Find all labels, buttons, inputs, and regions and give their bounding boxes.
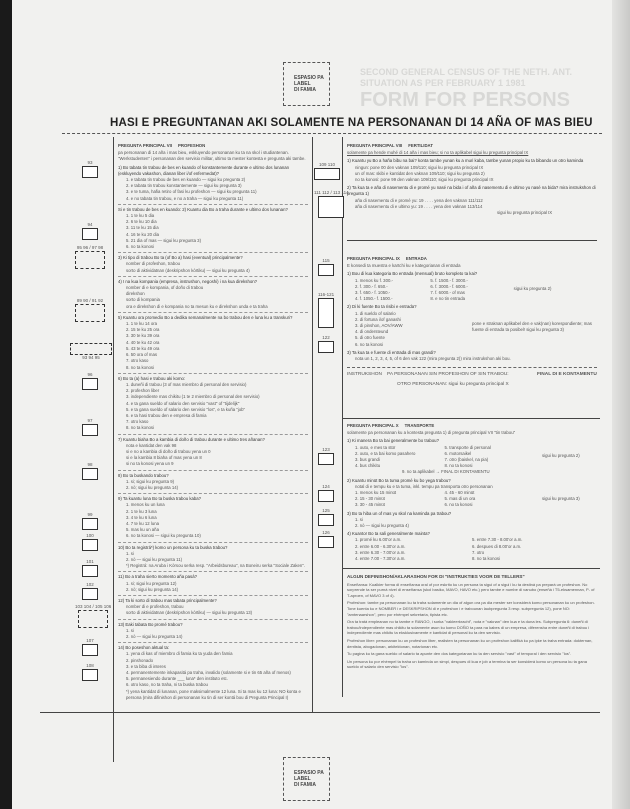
definitions-section bbox=[347, 574, 597, 709]
option: 6. no ta konosi bbox=[126, 244, 154, 250]
option: sorto di kompania bbox=[126, 297, 160, 303]
text: 1. di sueldo of salario bbox=[355, 310, 396, 316]
question: 14) Bo poseshon aktual ta: bbox=[118, 645, 170, 651]
option: 4. e ta gana sueldo of salario den servisio "vast" of "tijdelijk" bbox=[126, 400, 240, 406]
entry-box[interactable] bbox=[82, 228, 98, 240]
option: 2. nò — sigui ku pregunta 11) bbox=[126, 556, 183, 562]
option: nomber di profeshon, trabou bbox=[126, 261, 180, 267]
question-block bbox=[118, 496, 308, 542]
option: 4. 16 te ku 20 dia bbox=[126, 231, 159, 237]
code-box bbox=[318, 292, 334, 328]
option: 2. profeshon liber bbox=[126, 388, 160, 394]
entry-box[interactable] bbox=[318, 264, 334, 276]
code-box bbox=[82, 533, 98, 551]
option: 2. nò; sigui ku pregunta 14) bbox=[126, 586, 179, 592]
option: sorto di aktividatnan (deskripshon kòrtiku) — sigui ku pregunta 4) bbox=[126, 267, 250, 273]
text: 2. di fortuna i/of ganashi bbox=[355, 316, 401, 322]
option: si no ta konosi yena un 9 bbox=[126, 461, 174, 467]
code-box bbox=[82, 160, 98, 178]
option: 4. 40 te ku 42 ora bbox=[126, 339, 160, 345]
option: un of mas: skibi e kantidat den vaknan 109/110; sigui ku pregunta 2) bbox=[355, 170, 485, 176]
text: 4. f. 1050.- f. 1500.- bbox=[355, 296, 393, 302]
definition-paragraph: Profeshon liber: personanan ku un profeshon liber, realisten ta personanan ku un profeshon kalifiká ku pa ipke ta traha entrada: dokternan, dentista, abogadonan, arkitektonan, notarionan etc. bbox=[347, 637, 593, 649]
code-box bbox=[318, 508, 334, 526]
option: 2. pinshonado bbox=[126, 657, 153, 663]
option: *) Registrá: na Aruba i Kòrsou serka resp. "Arbeidsbureau", na Boneiru serka "Sociale Zaken". bbox=[126, 563, 306, 569]
right-column-rule bbox=[342, 137, 343, 697]
question: 2) Di ki fuente Bo ta risibi e entrada? bbox=[347, 304, 417, 310]
definition-paragraph: Un persona ku por ehèmpel ta traha un kaminda un simpi, despues di kua e job a termina ta ser konsiderá komo un persona ku ta gana sueldo of salario den servisio "los". bbox=[347, 658, 587, 670]
option: 2. 1 te ku 3 luna bbox=[126, 508, 157, 514]
option: 1. 1 te ku 5 dia bbox=[126, 213, 155, 219]
text: 3. f. 650.- f. 1050.- bbox=[355, 290, 391, 296]
section-heading: ALGUN DEFINISHON/AKLARASHON FOR DI "INSTRUKTIES VOOR DE TELLERS" bbox=[347, 574, 525, 579]
section-rule bbox=[347, 240, 597, 241]
question-block bbox=[118, 279, 308, 313]
option: nomber di e profeshon, trabou bbox=[126, 604, 184, 610]
text: 100 bbox=[86, 533, 94, 538]
text: 6. motorsaikel bbox=[444, 450, 472, 456]
entry-box[interactable] bbox=[82, 539, 98, 551]
code-box bbox=[70, 342, 112, 360]
options-grid bbox=[347, 278, 597, 303]
text: 4. di ondersteund bbox=[355, 329, 389, 335]
question: 3) Ta kua ta e fuente di entrada di mas grandi? bbox=[347, 349, 436, 355]
option: aña di nasementu di e promé yu: 19 . . . . yena den vaknan 111/112 bbox=[355, 197, 483, 203]
scan-black-edge bbox=[0, 0, 12, 809]
text: 8. e no tin entrada bbox=[430, 296, 465, 302]
text: 4. 45 - 60 minüt bbox=[444, 490, 475, 496]
option: 2. nò; sigui ku pregunta 14) bbox=[126, 484, 179, 490]
text: 124 bbox=[322, 484, 330, 489]
page-title: HASI E PREGUNTANAN AKI SOLAMENTE NA PERSONANAN DI 14 AÑA OF MAS BIEU bbox=[110, 117, 593, 129]
definition-paragraph: Tu pagina ku ta gana sueldo of salario ta apunte den dos kategorianan ku ta den servisio "vast" of temporal i den servisio "los". bbox=[347, 651, 572, 657]
code-box bbox=[82, 512, 98, 530]
text: 102 bbox=[86, 582, 94, 587]
text: PA PERSONANAN SIN PROFESHON OF SIN TRABOU: bbox=[387, 372, 509, 378]
text: 4. bus chikitu bbox=[355, 463, 381, 469]
code-box bbox=[82, 372, 98, 390]
code-box bbox=[318, 258, 334, 276]
section-rule bbox=[342, 568, 600, 569]
options-grid bbox=[347, 445, 597, 470]
option: 4. permanentemente inkapasitá pa traha, invalido (solamente si e tin 65 aña of menos) bbox=[126, 670, 291, 676]
option: ora e direkshon di e kompania no ta mesun ku e direkshon unda e ta traha bbox=[126, 303, 268, 309]
text: 5. entre 7.30 - 8.00'or a.m. bbox=[472, 537, 523, 543]
entry-box[interactable] bbox=[75, 304, 105, 322]
question: 3) Ki tipo di trabou Bo ta (of Bo a) hasi (eventual) principalmente? bbox=[118, 255, 243, 261]
question-block bbox=[118, 255, 308, 277]
code-box bbox=[82, 663, 98, 681]
label-text: LABEL bbox=[294, 776, 311, 782]
option: 1. si; sigui ku pregunta 9) bbox=[126, 478, 175, 484]
text: 96 bbox=[87, 372, 93, 377]
text: 95 96 / 97 98 bbox=[76, 245, 104, 250]
text: 97 bbox=[87, 418, 93, 423]
question-block bbox=[118, 622, 308, 644]
text: 125 bbox=[322, 508, 330, 513]
scan-page-shadow bbox=[612, 0, 630, 809]
option: 1. si bbox=[355, 516, 363, 522]
option: 5. 43 te ku 49 ora bbox=[126, 345, 160, 351]
text: 7. otro bbox=[472, 549, 485, 555]
options-grid bbox=[347, 490, 597, 509]
code-box bbox=[82, 462, 98, 480]
option: 1. si bbox=[126, 627, 134, 633]
text: PREGUNTA PRINCIPAL VIII bbox=[347, 143, 403, 148]
code-box bbox=[318, 447, 334, 465]
text: 7. otro (baiskel, na pia) bbox=[444, 457, 489, 463]
question: 1) Bou di kua kategoria Bo entrada (mensual) bruto kompleto ta kai? bbox=[347, 271, 478, 277]
text: 1. menos ku f. 300.- bbox=[355, 277, 393, 283]
text: 1. menos ku 15 minüt bbox=[355, 490, 397, 496]
code-box bbox=[82, 582, 98, 600]
option: 1. menos ku un luna bbox=[126, 502, 165, 508]
option: si e no a kambia di doño di trabou yena un 0 bbox=[126, 448, 211, 454]
option: 5. permanesiendo durante ___ luna* den instituto etc. bbox=[126, 676, 229, 682]
text: INSTRUKSHON bbox=[347, 372, 382, 378]
option: 1. e tabata tin trabou de bes en kuando — sigui ku pregunta 2) bbox=[126, 177, 246, 183]
text: 111 112 / 113 114 bbox=[314, 190, 349, 195]
entry-box[interactable] bbox=[82, 424, 98, 436]
option: 5. mas ku un aña bbox=[126, 527, 159, 533]
question-block bbox=[118, 574, 308, 596]
definition-paragraph: Profeshon: tambe pa personanan ku ta traha solamente un dia of algun ora pa dia mester ser konsiderá komo personanan ku un profeshon. Tone kuenta ku e NOMBER i e DESKRIPSHON di e profeshon i e trabounan laubpregunta 3 resp. subpregunta 12), pone NO: "amtenaarshon", pero por ehèmpel sekretaria, tipista etc. bbox=[347, 600, 595, 617]
section-heading bbox=[347, 423, 597, 429]
code-box bbox=[82, 638, 98, 656]
text: 99 bbox=[87, 512, 93, 517]
option: aña di nasementu di e ultimo yu: 19 . . . . yena den vaknan 113/114 bbox=[355, 203, 483, 209]
text: 5. di otro fuente bbox=[355, 335, 385, 341]
option: no ta konosi: pone 99 den vaknan 109/110; sigui ku pregunta principal IX bbox=[355, 177, 494, 183]
code-box bbox=[75, 604, 111, 628]
option: 6. 50 ora of mas bbox=[126, 352, 158, 358]
text: 122 bbox=[322, 335, 330, 340]
center-column-rule bbox=[312, 137, 313, 712]
entry-box[interactable] bbox=[318, 453, 334, 465]
option: 6. no ta konosi — sigui ku pregunta 10) bbox=[126, 533, 201, 539]
question: 4) Kuantor Bo ta sali generalmente mainta? bbox=[347, 531, 430, 537]
text: 2. entre 6.00 - 6.30'or a.m. bbox=[355, 543, 406, 549]
question-block bbox=[118, 315, 308, 374]
question: 10) Bo ta registrá*) komo un persona ku ta buska trabou? bbox=[118, 544, 228, 550]
section-heading bbox=[347, 143, 597, 149]
label-text: ESPASIO PA bbox=[294, 770, 324, 776]
text: 6. no ta konosi bbox=[444, 502, 473, 508]
option: 2. e tabata tin trabou konstantemente — sigui ku pregunta 3) bbox=[126, 183, 242, 189]
code-box bbox=[318, 530, 334, 548]
section-intro: E konsedi ta muestra e kartchi ku e kategorianan di entrada bbox=[347, 263, 461, 269]
text: 3. 30 - 45 minüt bbox=[355, 502, 385, 508]
text: TRANSPORTE bbox=[404, 423, 435, 428]
option: sigui ku pregunta principal IX bbox=[497, 210, 553, 216]
text: 2. 15 - 30 minüt bbox=[355, 496, 385, 502]
entry-box[interactable] bbox=[82, 518, 98, 530]
routing-note: sigui ku pregunta 2) bbox=[513, 285, 552, 291]
option: 6. otro kaso, no ta traha, ni ta buska trabou bbox=[126, 682, 208, 688]
text: FERTILIDAT bbox=[408, 143, 433, 148]
entry-box[interactable] bbox=[82, 468, 98, 480]
option: 6. e ta hasi trabou den e empresa di famia bbox=[126, 412, 207, 418]
question: Si e tin trabou de bes en kuando: 2) Kuantu dia Bo a traha durante e ultimo dos lunanan? bbox=[118, 206, 288, 212]
options-grid bbox=[347, 311, 597, 348]
option: 8. no ta konosi bbox=[126, 364, 154, 370]
option: 1. 1 te ku 14 ora bbox=[126, 321, 158, 327]
option: 2. 15 te ku 25 ora bbox=[126, 327, 160, 333]
option: 3. 4 te ku 6 luna bbox=[126, 514, 157, 520]
text: 115 bbox=[322, 258, 330, 263]
entry-box[interactable] bbox=[75, 251, 105, 269]
text: PROFESHON bbox=[178, 143, 206, 148]
entry-box[interactable] bbox=[82, 644, 98, 656]
entry-box[interactable] bbox=[82, 669, 98, 681]
routing-note: pone e straknan aplikabel den e vak(nan) korespondiente; mas fuente di entrada ta posibel! sigui ku pregunta 3) bbox=[472, 320, 592, 332]
option: 9. no ta aplikabel → FINAL DI KONTAMENTU bbox=[402, 469, 490, 475]
text: 5. transporte di personal bbox=[444, 444, 491, 450]
bottom-rule bbox=[40, 712, 600, 713]
option: 5. 21 dia of mas — sigui ku pregunta 3) bbox=[126, 237, 201, 243]
text: 1. outo, e mes ta stür bbox=[355, 444, 396, 450]
code-box bbox=[75, 298, 105, 322]
text: PREGUNTA PRINCIPAL VII bbox=[118, 143, 173, 148]
question: 2) Ta kua ta e aña di nasementu di e promé yu nasé na bida i of aña di nasementu di e ultimo yu nasé na bida? mira instrukshon di pregunta 1) bbox=[347, 185, 596, 197]
section-heading bbox=[118, 143, 308, 149]
text: 116-121 bbox=[318, 292, 335, 297]
text: 126 bbox=[322, 530, 330, 535]
code-box bbox=[82, 559, 98, 577]
text: 8. no ta konosi bbox=[472, 556, 500, 562]
option: notal di e tempu ku e ta tuma, inkl. tempu pa transporta otro personanan bbox=[355, 483, 493, 489]
question: 2) Kuantu minüt Bo ta tuma promé ku bo yega trabou? bbox=[347, 477, 451, 483]
question: 1) Ki manera Bo ta bai generalmente bo trabou? bbox=[347, 438, 439, 444]
option: 1. yena di kas of miembro di famia ku ta yuda den famia bbox=[126, 651, 233, 657]
text: 107 bbox=[86, 638, 94, 643]
family-label-space-top bbox=[283, 62, 330, 106]
text: 6. despues di 8.00'or a.m. bbox=[472, 543, 522, 549]
option: 7. otro kaso bbox=[126, 358, 149, 364]
question-block bbox=[118, 545, 308, 573]
text: sigui ku pregunta 2) bbox=[542, 452, 580, 458]
section-intro: solamente pa hende muhé di 14 aña i mas bieu; si no ta aplikabel sigui ku pregunta principal IX bbox=[347, 150, 529, 156]
section-rule bbox=[342, 418, 600, 419]
option: nota un 1, 2, 3, 4, 5, of 6 den vak 122 (mira pregunta 2)) mira instrukshon aki bou. bbox=[355, 356, 511, 362]
watermark-line: SITUATION AS PER FEBRUARY 1 1981 bbox=[360, 78, 526, 88]
family-label-space-bottom bbox=[283, 757, 330, 801]
question: 4) I na kua kompania (empresa, instrushon, negoshi) i na kua direkshon? bbox=[118, 278, 258, 284]
text: PREGUNTA PRINCIPAL IX bbox=[347, 256, 400, 261]
entry-box[interactable] bbox=[318, 298, 334, 328]
text: 101 bbox=[86, 559, 94, 564]
question: 13) Eaki tabata Bo promé trabou? bbox=[118, 621, 183, 627]
question: 5) Kuantu ora promedio Bo a dedika semanalmente na bo trabou den e luna ku a transkuri? bbox=[118, 314, 293, 320]
text: 3. entre 6.30 - 7.00'or a.m. bbox=[355, 549, 406, 555]
section-viii-fertilidat bbox=[347, 143, 597, 216]
entry-box[interactable] bbox=[318, 514, 334, 526]
text: 3. di pinshon, AOV/AWW bbox=[355, 323, 403, 329]
option: si e la kambia 8 biaha of mas yena un 8 bbox=[126, 455, 202, 461]
text: PREGUNTA PRINCIPAL X bbox=[347, 423, 399, 428]
label-text: DI FAMIA bbox=[294, 782, 316, 788]
entry-box[interactable] bbox=[82, 565, 98, 577]
text: 3. bus grandi bbox=[355, 457, 380, 463]
entry-box[interactable] bbox=[318, 341, 334, 353]
question-block bbox=[118, 376, 308, 435]
definition-paragraph: Enseñansa: Kualkier forma di enseñansa oral of por eskrito ku un persona ta sigui of a sigui i ku ta destiná pa prepará un profeshon. No sorprende ta ser purná nivel di enseñansa (skol basiko, MAVO, HAVO etc.) pero tambe e numbe di vanubo (enseñá i T5-eksamennan, P- of T-aproen, of MAVO 3 of 4). bbox=[347, 581, 595, 598]
text: 94 bbox=[87, 222, 93, 227]
option: 4. 7 te ku 12 luna bbox=[126, 520, 159, 526]
option: 2. nò — sigui ku pregunta 4) bbox=[355, 523, 409, 529]
code-box bbox=[318, 335, 334, 353]
option: 8. no ta konosi bbox=[126, 425, 154, 431]
question-block bbox=[118, 473, 308, 495]
question: 12) Ta ki sorto di trabou mas tabata principalmente? bbox=[118, 598, 217, 603]
text: 2. f. 300.- f. 650.- bbox=[355, 283, 388, 289]
question: 1) Kuantu yu Bo a haña bibu na bai? konta tambe yunan ku a muri kaba, tambe yunan propio ku ta bibando un otro kaminda bbox=[347, 158, 584, 164]
code-box bbox=[82, 222, 98, 240]
entry-box[interactable] bbox=[70, 343, 112, 355]
label-text: LABEL bbox=[294, 81, 311, 87]
options-grid bbox=[347, 537, 597, 562]
option: 4. e no tabata tin trabou, e no a traha — sigui ku pregunta 11) bbox=[126, 195, 244, 201]
option: 7. otro kaso bbox=[126, 419, 149, 425]
option: direkshon bbox=[126, 291, 145, 297]
question: 11) Bo a traha sierto momento aña pasá? bbox=[118, 574, 197, 580]
text: 123 bbox=[322, 447, 330, 452]
text: sigui ku pregunta 3) bbox=[542, 496, 580, 502]
option: 2. 6 te ku 10 dia bbox=[126, 219, 157, 225]
question-block bbox=[118, 207, 308, 253]
question: 9) Ta kuantu luna Bo ta buska trabou kaba? bbox=[118, 496, 202, 502]
text: 98 bbox=[87, 462, 93, 467]
watermark-line: FORM FOR PERSONS bbox=[360, 89, 571, 111]
option: ningun: pone 00 den vaknan 109/110; sigui ku pregunta principal IX bbox=[355, 164, 484, 170]
label-text: DI FAMIA bbox=[294, 87, 316, 93]
section-intro: pa personanan di 14 aña i mas bieu, eskluyendo personanan ku ta na skol i studiantenan. "Werkstudenten" i personanan den servisio militar, ultimo ta mester kontesta e pregunta aki tambe. bbox=[118, 150, 306, 162]
option: 3. e ta biba di interes bbox=[126, 663, 166, 669]
text: 93 bbox=[87, 160, 93, 165]
entry-box[interactable] bbox=[78, 610, 108, 628]
question-block bbox=[118, 165, 308, 205]
text: 6. no ta konosi bbox=[355, 341, 383, 347]
text: FINAL DI E KONTAMENTU bbox=[537, 372, 597, 378]
code-box bbox=[318, 484, 334, 502]
instruction bbox=[347, 372, 597, 388]
text: ENTRADA bbox=[405, 256, 427, 261]
left-column-rule bbox=[113, 137, 114, 762]
option: *) yena kantidat di lunanan, pone maksimalmente 12 luna. Si ta mas ku 12 luna: NO konta e persona (mira difinishon di personanan ku tin di ser kontá bou di Pregunta Principal I) bbox=[126, 688, 301, 700]
text: 5. f. 1500.- f. 3000.- bbox=[430, 277, 468, 283]
text: 109 110 bbox=[319, 162, 335, 167]
entry-box[interactable] bbox=[318, 536, 334, 548]
option: nota e kantidat den vak 98 bbox=[126, 442, 177, 448]
option: 3. e te tuma, hafia retiro of fasi ku profeshon — sigui ku pregunta 11) bbox=[126, 189, 257, 195]
text: 103 104 / 105 106 bbox=[75, 604, 112, 609]
definition-paragraph: Ora ta tratá empleanan no ta tambe e RANGO, i sorka "vakleerkracht", nota e "vaknan" den kua e ta duna les. Subpregunta 6: duneñi di trabou/independiente mas chikitu ta solamente asun ku komo DOÑO ta para na kabes di un empresa, diferensha entre duneñi di trabou i independiente mas chikitu ta eksklusivamente e kantidat di personal ku ta den servisio. bbox=[347, 619, 590, 636]
entry-box[interactable] bbox=[318, 490, 334, 502]
option: 1. si; sigui ku pregunta 12) bbox=[126, 580, 177, 586]
section-ix-entrada bbox=[347, 256, 597, 389]
text: 89 90 / 91 92 bbox=[76, 298, 104, 303]
text: 93 94 95 bbox=[82, 355, 100, 360]
question: 1) Bo tabata tin trabou de bes en kuando of konstantemente durante e ultimo dos lunanan (eskluyendo vakashon, dianan liber i/of enfermedat)? bbox=[118, 164, 290, 176]
text: 4. entre 7.00 - 7.30'or a.m. bbox=[355, 556, 406, 562]
section-heading bbox=[347, 256, 597, 262]
entry-box[interactable] bbox=[318, 196, 344, 218]
code-box bbox=[75, 245, 105, 269]
question-block bbox=[118, 645, 308, 701]
entry-box[interactable] bbox=[82, 166, 98, 178]
section-intro: solamente pa personanan ku a kontesta pregunta 1) di pregunta principal VII "tin trabou" bbox=[347, 430, 516, 436]
watermark-show-through bbox=[360, 67, 572, 111]
code-box bbox=[82, 418, 98, 436]
question: 3) Bo ta hiba un of mas yu skol na kaminda pa trabou? bbox=[347, 510, 452, 516]
option: sorto di aktividatnan (deskripshon kòrtiku) — sigui ku pregunta 13) bbox=[126, 610, 253, 616]
entry-box[interactable] bbox=[82, 378, 98, 390]
question: 6) Bo ta (a) hasi e trabou aki komo: bbox=[118, 375, 186, 381]
option: 3. 30 te ku 39 ora bbox=[126, 333, 160, 339]
text: 108 bbox=[86, 663, 94, 668]
option: 1. si bbox=[126, 550, 134, 556]
label-text: ESPASIO PA bbox=[294, 75, 324, 81]
question-block bbox=[118, 598, 308, 620]
text: 8. no ta konosi bbox=[444, 463, 473, 469]
text: OTRO PERSONANAN: sigui ku pregunta principal X bbox=[397, 382, 509, 388]
text: 6. f. 3000.- f. 6000.- bbox=[430, 283, 468, 289]
code-box bbox=[314, 162, 340, 180]
entry-box[interactable] bbox=[82, 588, 98, 600]
question: 7) Kuantu biaha Bo a kambia di doño di trabou durante e ultimo tres añanan? bbox=[118, 436, 265, 442]
watermark-line: SECOND GENERAL CENSUS OF THE NETH. ANT. bbox=[360, 67, 573, 77]
text: 7. f. 6000.- of mas bbox=[430, 290, 465, 296]
option: nomber di e kompania, of doño di trabou bbox=[126, 285, 204, 291]
section-x-transporte bbox=[347, 423, 597, 562]
option: 1. duneñi di trabou (3 of mas miembro di personal den servisio) bbox=[126, 381, 247, 387]
dashed-divider bbox=[62, 133, 602, 134]
question: 8) Bo ta buskando trabou? bbox=[118, 472, 169, 478]
text: 1. promé ku 6.00'or a.m. bbox=[355, 537, 402, 543]
entry-box[interactable] bbox=[314, 168, 340, 180]
text: 2. outo, e ta bai komo pasahero bbox=[355, 450, 416, 456]
text: 5. mas di un ora bbox=[444, 496, 476, 502]
option: 5. e ta gana sueldo of salario den servisio "los", e ta kuña "job" bbox=[126, 406, 246, 412]
option: 3. independiente mas chikitu (1 te 2 miembro di personal den servisio) bbox=[126, 394, 260, 400]
option: 2. nò — sigui ku pregunta 14) bbox=[126, 634, 183, 640]
section-vii-profeshon bbox=[118, 143, 308, 708]
question-block bbox=[118, 437, 308, 471]
code-box bbox=[314, 190, 349, 218]
option: 3. 11 te ku 15 dia bbox=[126, 225, 159, 231]
